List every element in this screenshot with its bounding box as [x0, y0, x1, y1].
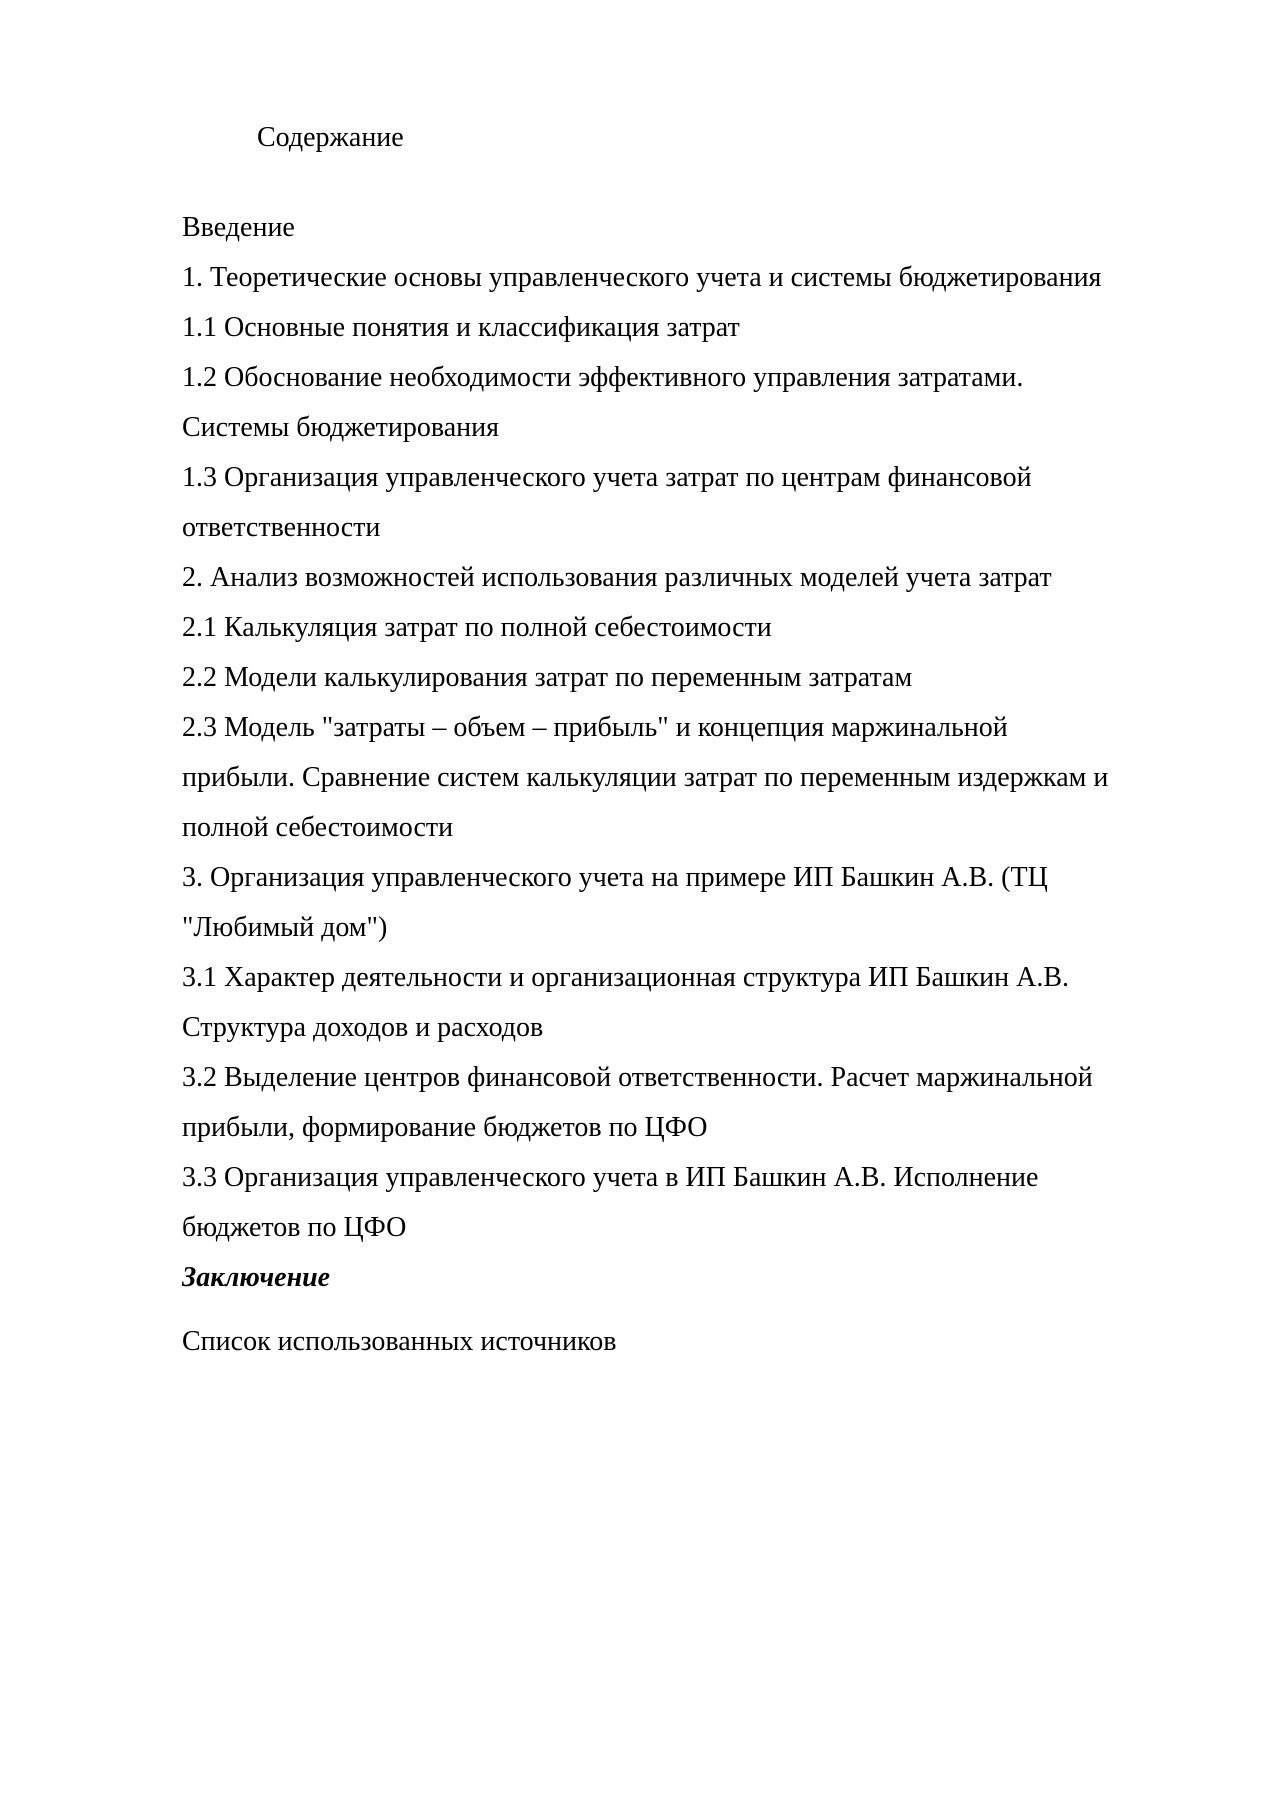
toc-line: 3.1 Характер деятельности и организационная структура ИП Башкин А.В.	[182, 962, 1070, 993]
toc-line: "Любимый дом")	[182, 912, 388, 943]
toc-line: Введение	[182, 212, 295, 243]
toc-line: полной себестоимости	[182, 812, 454, 843]
toc-line: 2.3 Модель "затраты – объем – прибыль" и концепция маржинальной	[182, 712, 1008, 743]
table-of-contents	[182, 203, 1202, 1367]
page-title: Содержание	[257, 122, 404, 153]
toc-line: 1.1 Основные понятия и классификация затрат	[182, 312, 740, 343]
toc-line: Системы бюджетирования	[182, 412, 500, 443]
toc-line: 3. Организация управленческого учета на примере ИП Башкин А.В. (ТЦ	[182, 862, 1048, 893]
toc-line: ответственности	[182, 512, 381, 543]
toc-line: 1.3 Организация управленческого учета затрат по центрам финансовой	[182, 462, 1032, 493]
toc-line: 2.1 Калькуляция затрат по полной себестоимости	[182, 612, 772, 643]
toc-line: 3.3 Организация управленческого учета в ИП Башкин А.В. Исполнение	[182, 1162, 1039, 1193]
toc-line: 3.2 Выделение центров финансовой ответственности. Расчет маржинальной	[182, 1062, 1093, 1093]
toc-line: прибыли, формирование бюджетов по ЦФО	[182, 1112, 708, 1143]
toc-line: 1. Теоретические основы управленческого учета и системы бюджетирования	[182, 262, 1102, 293]
toc-line-conclusion: Заключение	[182, 1262, 331, 1293]
toc-line-references: Список использованных источников	[182, 1326, 617, 1357]
toc-line: бюджетов по ЦФО	[182, 1212, 407, 1243]
toc-line: 1.2 Обоснование необходимости эффективного управления затратами.	[182, 362, 1024, 393]
toc-line: 2.2 Модели калькулирования затрат по переменным затратам	[182, 662, 913, 693]
toc-line: Структура доходов и расходов	[182, 1012, 544, 1043]
toc-line: 2. Анализ возможностей использования различных моделей учета затрат	[182, 562, 1052, 593]
toc-line: прибыли. Сравнение систем калькуляции затрат по переменным издержкам и	[182, 762, 1109, 793]
